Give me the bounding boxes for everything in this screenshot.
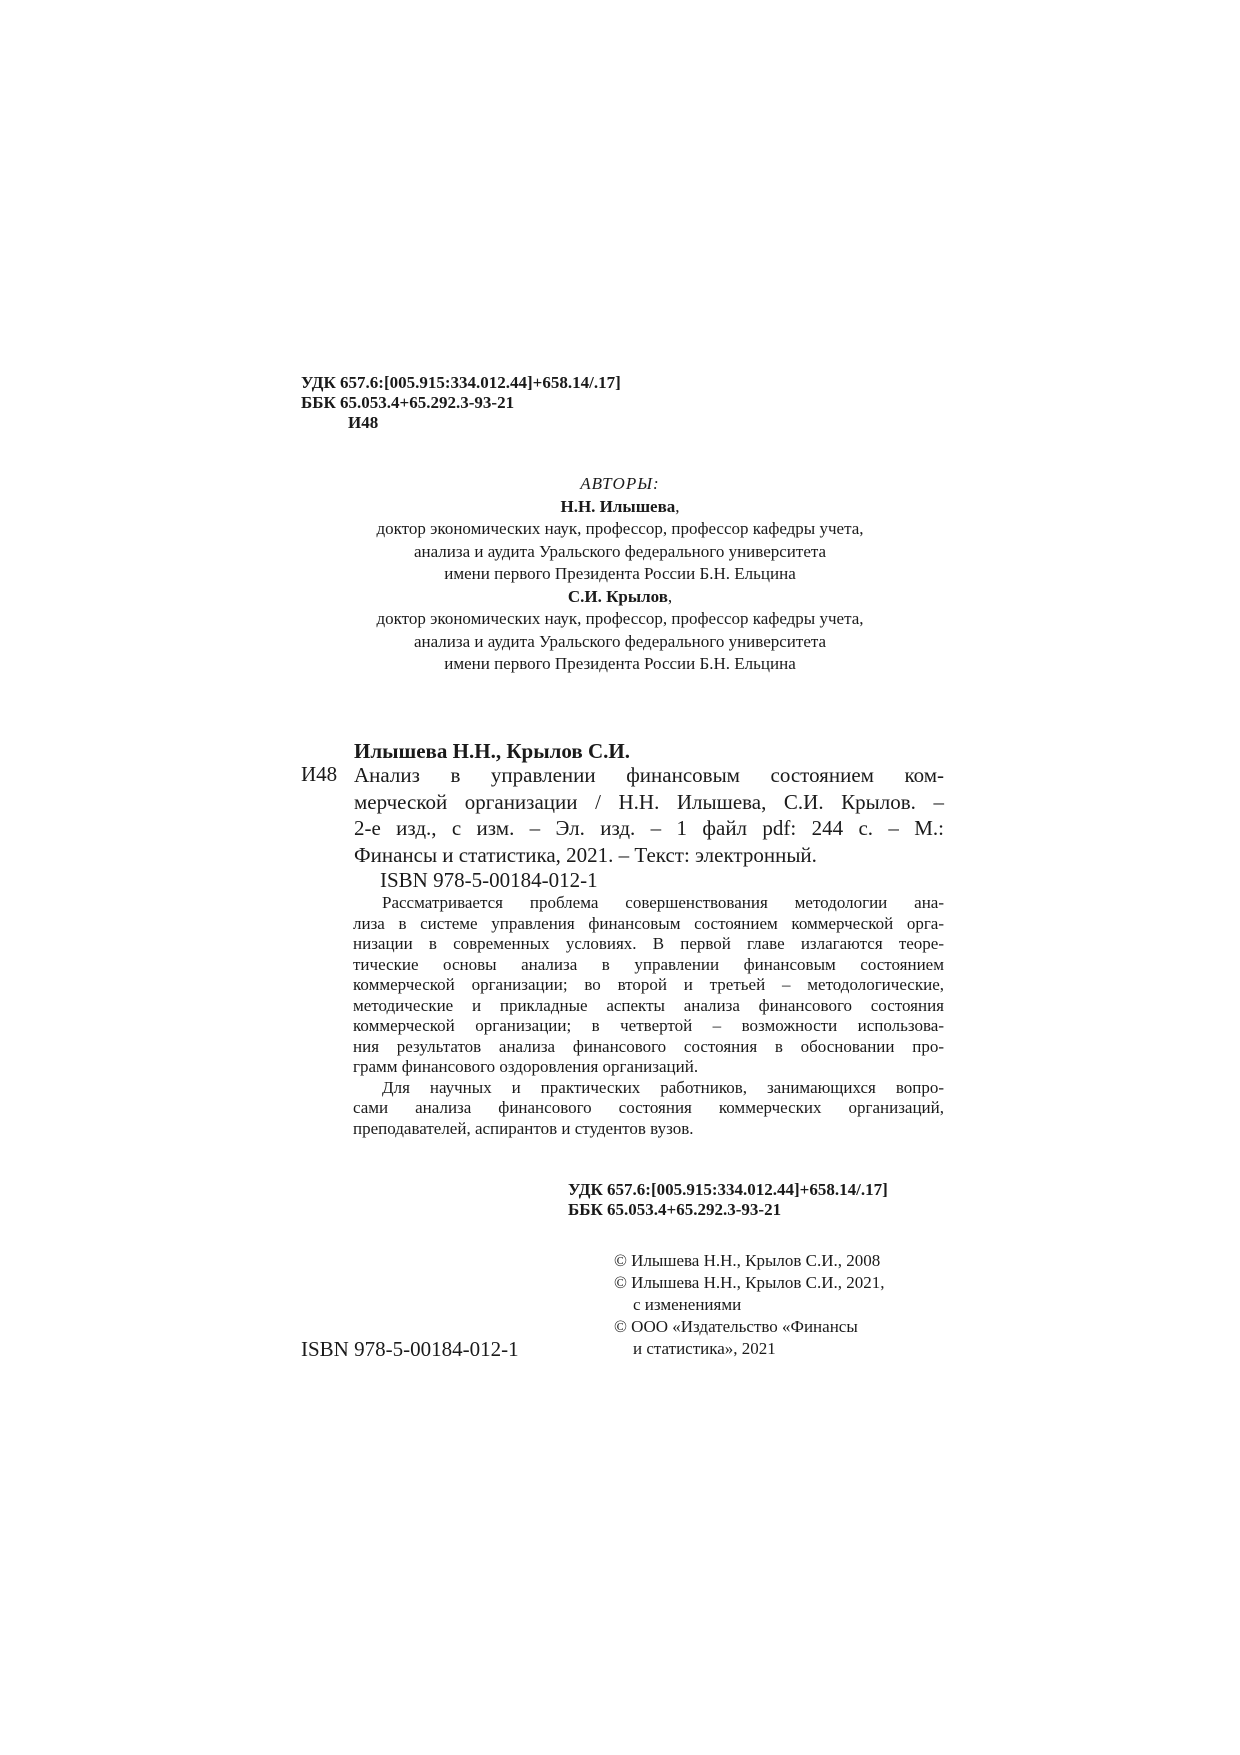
isbn-bottom: ISBN 978-5-00184-012-1 <box>301 1337 519 1361</box>
header-bbk: ББК 65.053.4+65.292.3-93-21 <box>301 393 515 412</box>
copyright-line-4: © ООО «Издательство «Финансы <box>614 1317 858 1336</box>
biblio-line-2: мерческой организации / Н.Н. Илышева, С.И. Крылов. – <box>354 789 944 814</box>
authors-heading: АВТОРЫ: <box>580 474 660 493</box>
author-1-name-line <box>300 496 940 519</box>
author-1-line-3: имени первого Президента России Б.Н. Ельцина <box>444 564 796 583</box>
author-1-suffix: , <box>675 496 680 516</box>
copyright-line-1: © Илышева Н.Н., Крылов С.И., 2008 <box>614 1251 881 1270</box>
author-1-line-1: доктор экономических наук, профессор, профессор кафедры учета, <box>376 519 864 538</box>
biblio-line-1: Анализ в управлении финансовым состоянием ком- <box>354 763 944 787</box>
abstract-p2-line-3: преподавателей, аспирантов и студентов вузов. <box>353 1118 694 1138</box>
abstract <box>353 893 944 1139</box>
author-2-line-2: анализа и аудита Уральского федерального университета <box>413 631 827 651</box>
header-codes <box>301 373 621 433</box>
copyright-line-2: © Илышева Н.Н., Крылов С.И., 2021, <box>614 1273 885 1292</box>
header-author-mark: И48 <box>348 413 379 432</box>
header-udk: УДК 657.6:[005.915:334.012.44]+658.14/.17] <box>301 373 621 392</box>
author-2-suffix: , <box>667 586 673 606</box>
abstract-p1-line-9: грамм финансового оздоровления организаций. <box>353 1057 699 1076</box>
abstract-p1-line-7: коммерческой организации; в четвертой – возможности использова- <box>353 1016 944 1035</box>
abstract-p1-line-4: тические основы анализа в управлении финансовым состоянием <box>353 954 944 974</box>
author-2-name-line <box>300 586 940 609</box>
author-1-name: Н.Н. Илышева <box>560 496 676 516</box>
abstract-p1-line-6: методические и прикладные аспекты анализа финансового состояния <box>353 995 944 1015</box>
footer-codes <box>568 1180 888 1220</box>
copyright-line-3: с изменениями <box>633 1295 742 1314</box>
abstract-p2-line-1: Для научных и практических работников, занимающихся вопро- <box>382 1077 944 1097</box>
abstract-p1-line-5: коммерческой организации; во второй и третьей – методологические, <box>353 975 944 994</box>
author-index: И48 <box>301 762 338 786</box>
author-1-line-2: анализа и аудита Уральского федерального университета <box>413 541 827 561</box>
abstract-p1-line-2: лиза в системе управления финансовым состоянием коммерческой орга- <box>353 913 944 933</box>
footer-udk: УДК 657.6:[005.915:334.012.44]+658.14/.17] <box>568 1180 888 1199</box>
abstract-p1-line-1: Рассматривается проблема совершенствования методологии ана- <box>382 893 944 912</box>
abstract-p1-line-8: ния результатов анализа финансового состояния в обосновании про- <box>353 1036 944 1056</box>
copyright-block <box>614 1250 885 1360</box>
authors-block <box>300 473 940 676</box>
main-author-heading: Илышева Н.Н., Крылов С.И. <box>354 739 630 763</box>
author-2-line-3: имени первого Президента России Б.Н. Ельцина <box>444 654 796 673</box>
isbn-record: ISBN 978-5-00184-012-1 <box>380 868 598 892</box>
footer-bbk: ББК 65.053.4+65.292.3-93-21 <box>568 1200 782 1219</box>
author-2-line-1: доктор экономических наук, профессор, профессор кафедры учета, <box>376 609 864 628</box>
copyright-line-5: и статистика», 2021 <box>633 1339 776 1358</box>
biblio-line-4: Финансы и статистика, 2021. – Текст: электронный. <box>354 842 817 867</box>
bibliographic-description <box>354 762 944 868</box>
abstract-p2-line-2: сами анализа финансового состояния коммерческих организаций, <box>353 1098 944 1117</box>
abstract-p1-line-3: низации в современных условиях. В первой главе излагаются теоре- <box>353 934 944 953</box>
author-2-name: С.И. Крылов <box>567 586 668 606</box>
biblio-line-3: 2-е изд., с изм. – Эл. изд. – 1 файл pdf: 244 с. – М.: <box>354 816 944 840</box>
